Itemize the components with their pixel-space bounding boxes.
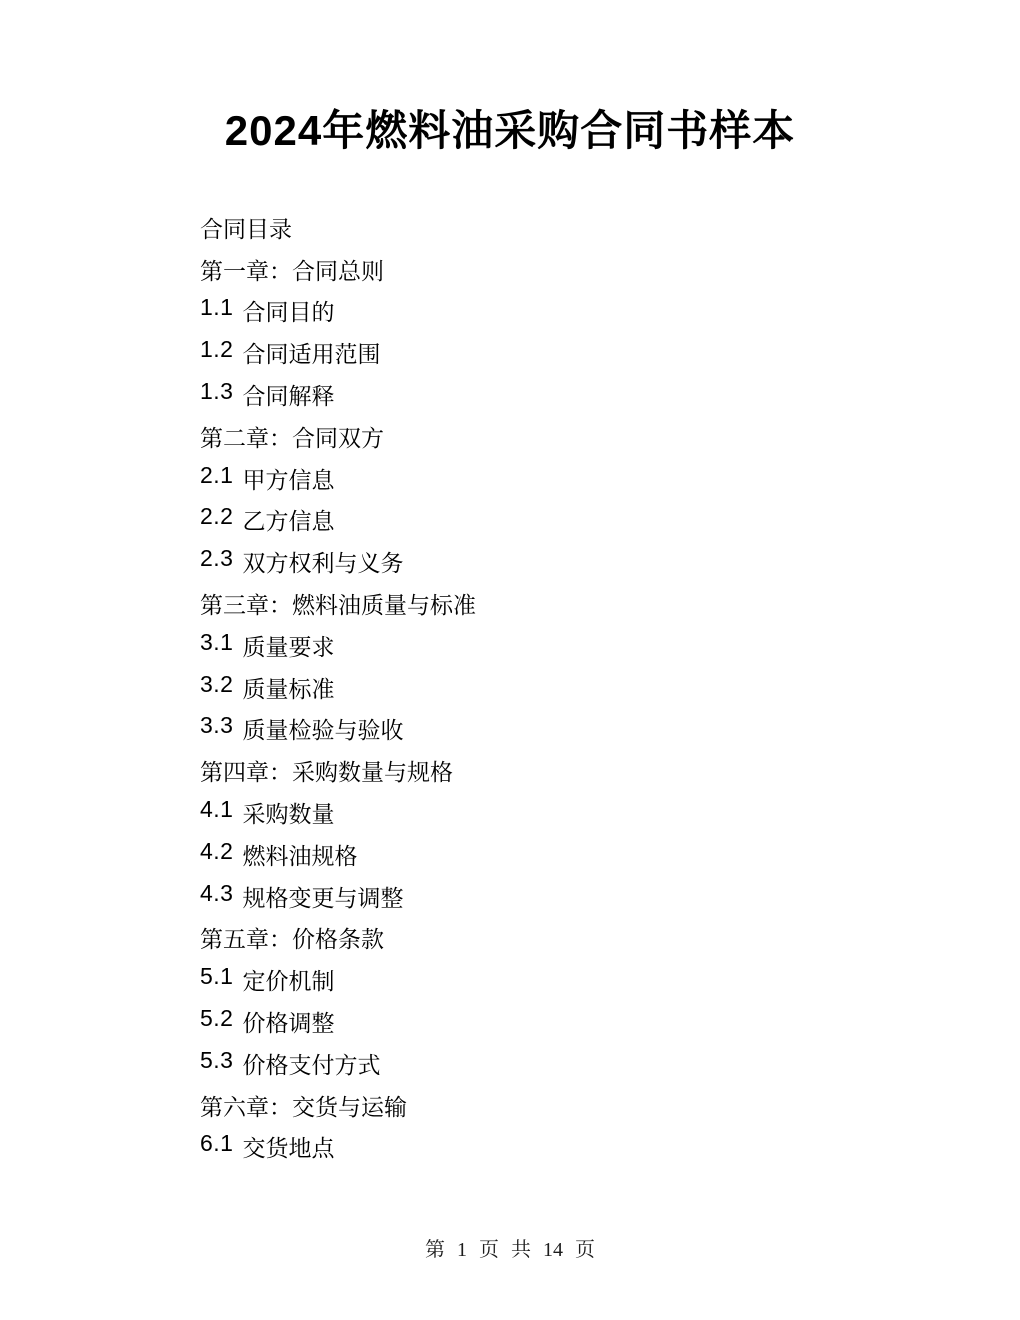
toc-section-label: 交货地点 <box>242 1135 335 1162</box>
toc-section <box>200 499 1020 541</box>
toc-section-label: 合同目的 <box>242 299 335 326</box>
toc-chapter <box>200 1084 1020 1126</box>
toc-chapter-label: 第二章：合同双方 <box>200 424 384 451</box>
toc-section-number: 2.3 <box>200 545 234 572</box>
toc-section <box>200 959 1020 1001</box>
toc-section <box>200 833 1020 875</box>
toc-section <box>200 1001 1020 1043</box>
footer-page-prefix: 第 <box>425 1239 445 1261</box>
toc-section-number: 1.3 <box>200 377 234 404</box>
toc-section <box>200 374 1020 416</box>
toc-section-number: 1.1 <box>200 294 234 321</box>
toc-section-number: 2.2 <box>200 503 234 530</box>
toc-section-number: 3.2 <box>200 670 234 697</box>
footer-current-page: 1 <box>457 1239 467 1261</box>
toc-section <box>200 332 1020 374</box>
toc-section <box>200 708 1020 750</box>
toc-section-label: 价格支付方式 <box>242 1051 381 1078</box>
toc-section <box>200 792 1020 834</box>
toc-section <box>200 1042 1020 1084</box>
toc-section-number: 5.3 <box>200 1046 234 1073</box>
toc-section-label: 乙方信息 <box>242 508 335 535</box>
toc-section <box>200 1126 1020 1168</box>
toc-section-number: 3.3 <box>200 712 234 739</box>
toc-chapter-label: 第六章：交货与运输 <box>200 1093 407 1120</box>
toc-section <box>200 624 1020 666</box>
toc-section-number: 6.1 <box>200 1130 234 1157</box>
toc-section-number: 5.1 <box>200 963 234 990</box>
toc-chapter <box>200 583 1020 625</box>
document-title: 2024年燃料油采购合同书样本 <box>224 107 796 154</box>
toc-chapter-label: 第三章：燃料油质量与标准 <box>200 591 476 618</box>
toc-section-number: 1.2 <box>200 336 234 363</box>
toc-section-label: 燃料油规格 <box>242 842 358 869</box>
toc-section-label: 质量检验与验收 <box>242 717 404 744</box>
toc-section-label: 质量要求 <box>242 633 335 660</box>
toc-section-label: 合同解释 <box>242 382 335 409</box>
toc-section-label: 甲方信息 <box>242 466 335 493</box>
toc-chapter-label: 第一章：合同总则 <box>200 257 384 284</box>
toc-section <box>200 666 1020 708</box>
toc-section <box>200 875 1020 917</box>
footer-total-pages: 14 <box>543 1239 563 1261</box>
toc-section-label: 价格调整 <box>242 1009 335 1036</box>
page-number-footer <box>0 1233 1020 1262</box>
toc-chapter <box>200 415 1020 457</box>
toc-chapter-label: 第四章：采购数量与规格 <box>200 759 453 786</box>
footer-page-unit: 页 <box>479 1239 499 1261</box>
footer-total-unit: 页 <box>575 1239 595 1261</box>
toc-section-number: 4.3 <box>200 879 234 906</box>
toc-section <box>200 541 1020 583</box>
toc-heading-label: 合同目录 <box>200 215 292 242</box>
toc-section-label: 质量标准 <box>242 675 335 702</box>
toc-section-label: 定价机制 <box>242 968 335 995</box>
toc-section-number: 4.2 <box>200 837 234 864</box>
toc-section <box>200 290 1020 332</box>
toc-section-number: 4.1 <box>200 795 234 822</box>
toc-section-number: 3.1 <box>200 628 234 655</box>
toc-chapter <box>200 248 1020 290</box>
toc-chapter <box>200 917 1020 959</box>
toc-section-number: 2.1 <box>200 461 234 488</box>
toc-heading <box>200 206 1020 248</box>
toc-chapter <box>200 750 1020 792</box>
toc-section-label: 合同适用范围 <box>242 341 381 368</box>
footer-total-prefix: 共 <box>511 1239 531 1261</box>
toc-section-label: 规格变更与调整 <box>242 884 404 911</box>
toc-chapter-label: 第五章：价格条款 <box>200 926 384 953</box>
toc-section-label: 采购数量 <box>242 800 335 827</box>
toc-section <box>200 457 1020 499</box>
toc-section-number: 5.2 <box>200 1004 234 1031</box>
table-of-contents <box>200 206 1020 1167</box>
toc-section-label: 双方权利与义务 <box>242 550 404 577</box>
